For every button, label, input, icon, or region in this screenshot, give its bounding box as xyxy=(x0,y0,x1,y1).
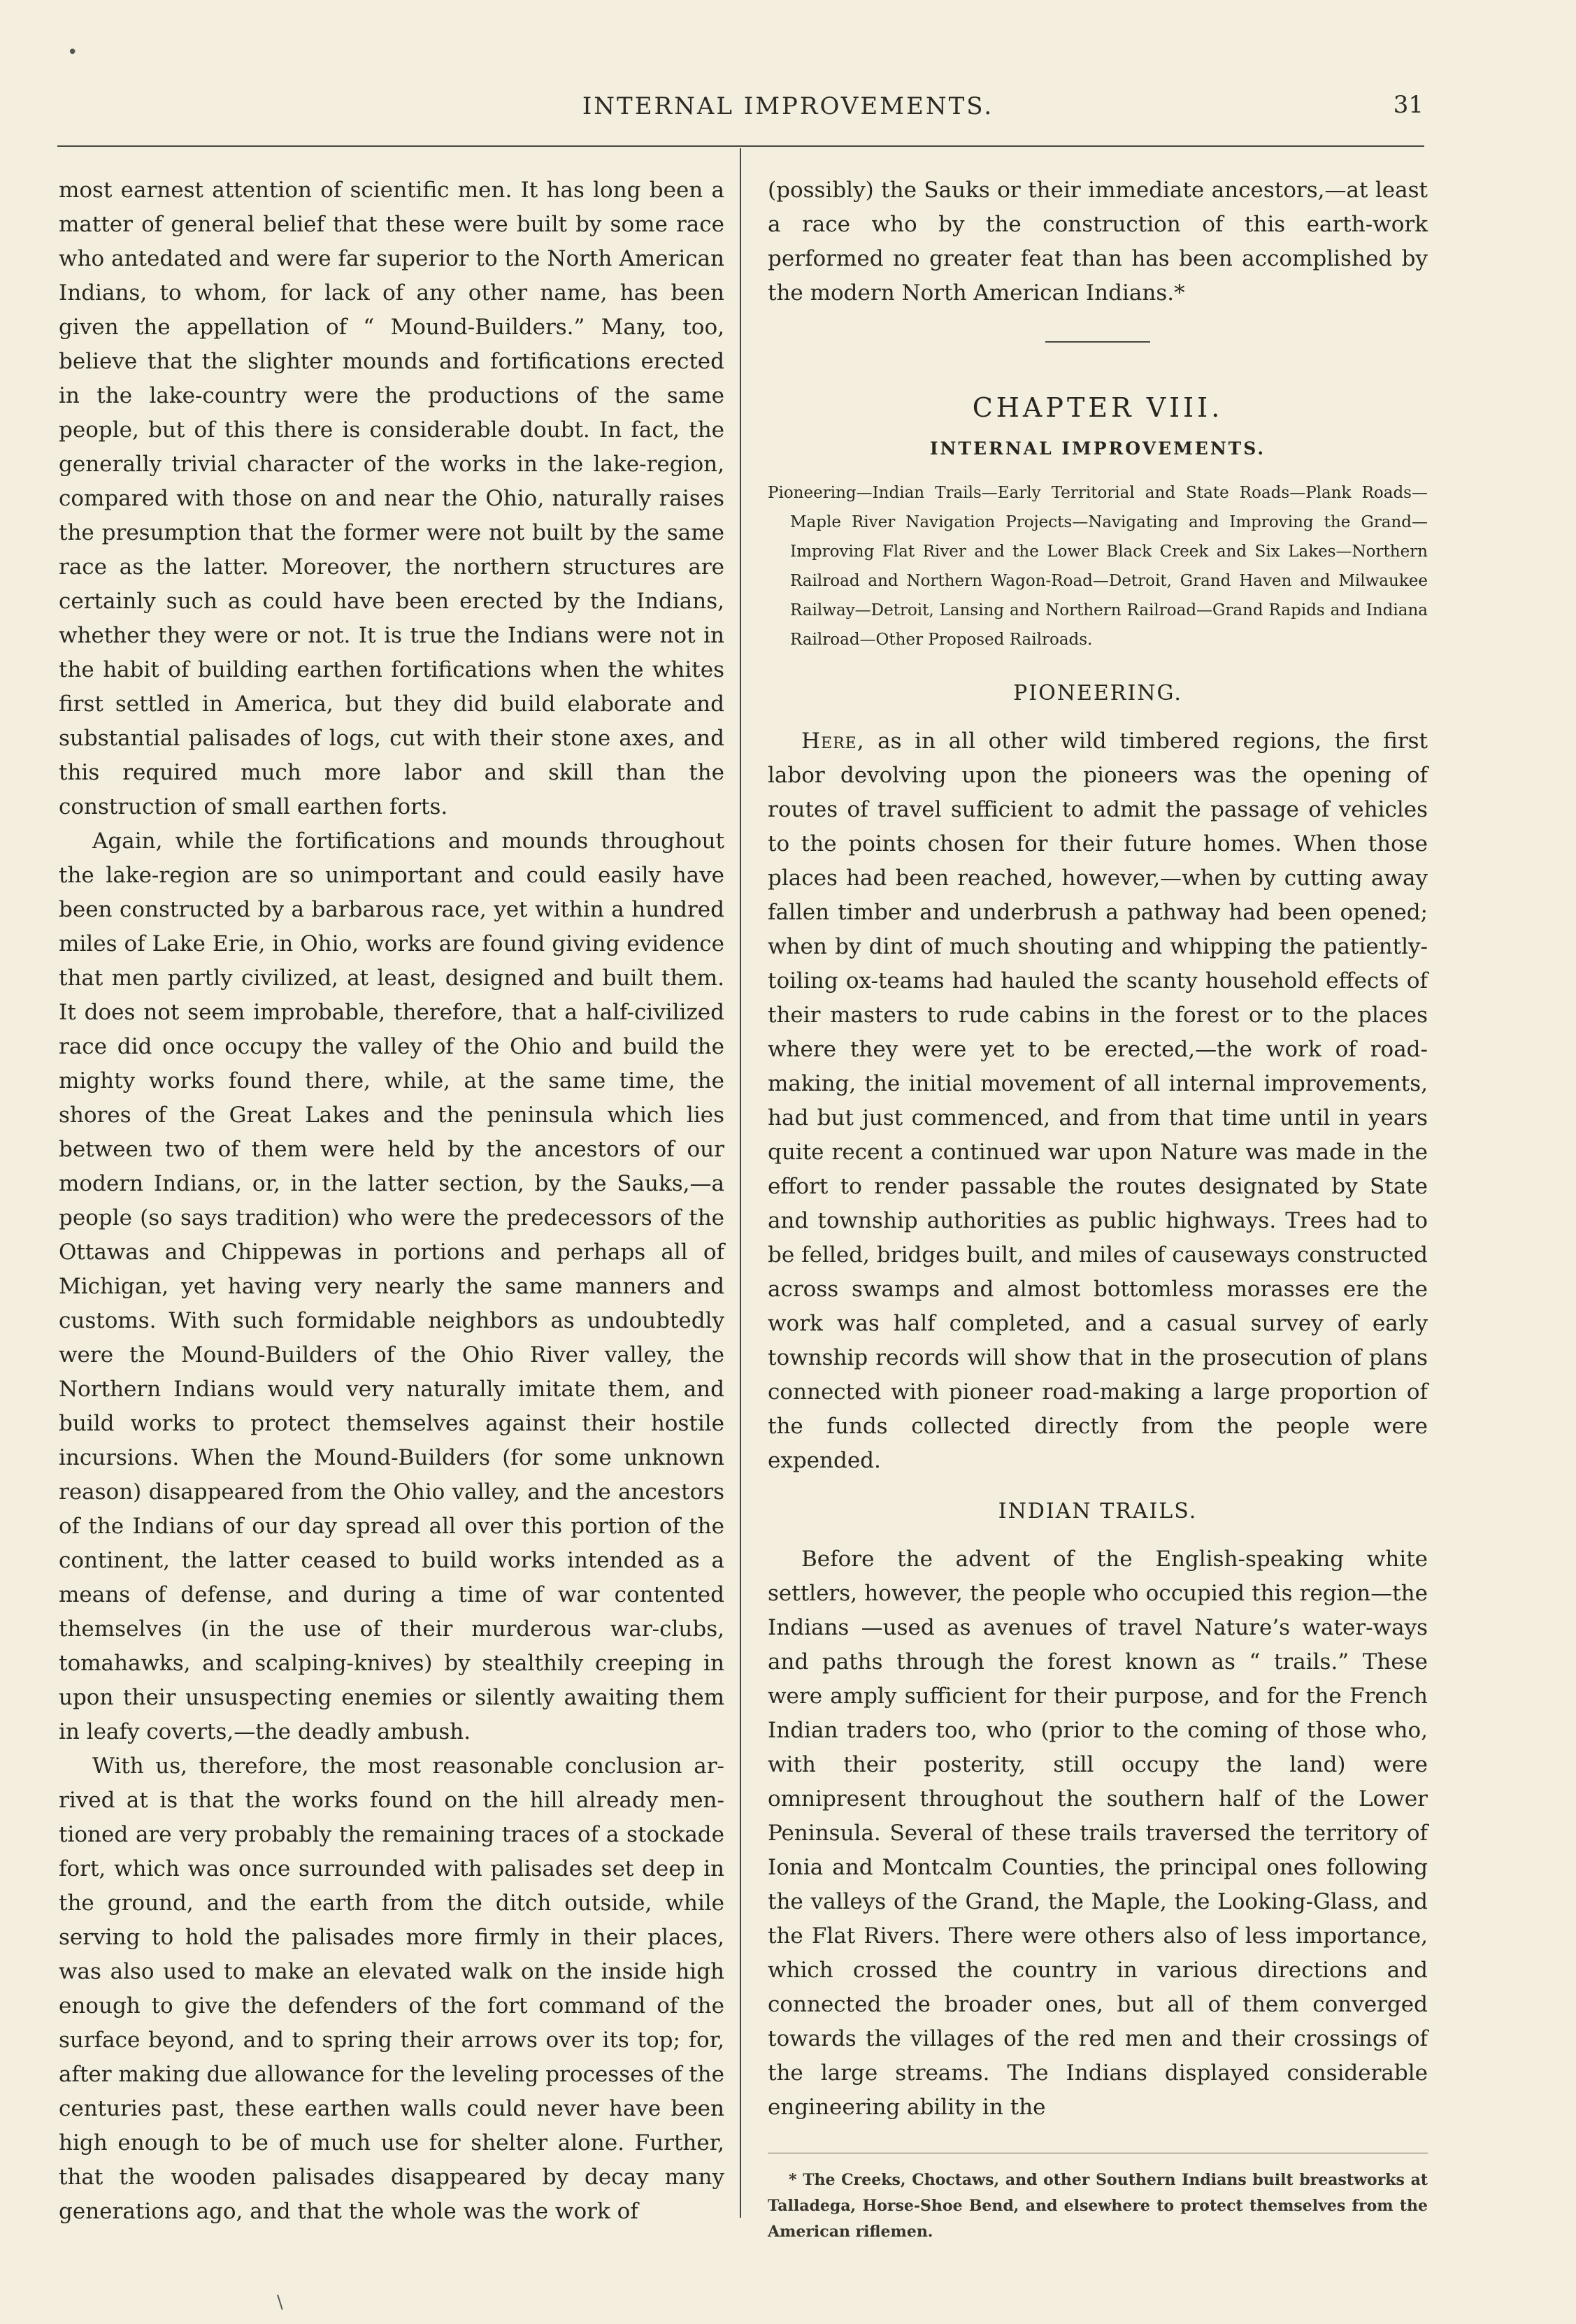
right-continuation-paragraph: (possibly) the Sauks or their immediate ancestors,—at least a race who by the construction of this earth-work performed no greater feat than has been accomplished by the modern North American Indians.* xyxy=(768,178,1428,306)
section-heading-indian-trails: INDIAN TRAILS. xyxy=(998,1499,1198,1523)
ink-speck: • xyxy=(67,42,78,63)
pioneering-paragraph xyxy=(768,724,1428,1478)
footnote: * The Creeks, Choctaws, and other Southern Indians built breastworks at Talladega, Horse-Shoe Bend, and elsewhere to protect themselves from the American riflemen. xyxy=(768,2171,1428,2241)
pioneering-lead-word: Here, xyxy=(801,729,865,754)
chapter-title: CHAPTER VIII. xyxy=(972,392,1224,423)
indian-trails-paragraph: Before the advent of the English-speaking white settlers, however, the people who occupied this region—the Indians —used as avenues of travel Nature’s water-ways and paths through the forest known as “ trails.” These were amply sufficient for their purpose, and for the French Indian traders too, who (prior to the coming of those who, with their posterity, still occupy the land) were omnipresent throughout the southern half of the Lower Peninsula. Several of these trails traversed the territory of Ionia and Montcalm Counties, the principal ones following the valleys of the Grand, the Maple, the Looking-Glass, and the Flat Rivers. There were others also of less importance, which crossed the country in various directions and connected the broader ones, but all of them converged towards the villages of the red men and their crossings of the large streams. The Indians displayed considerable engineering ability in the xyxy=(768,1547,1428,2120)
section-divider xyxy=(1045,341,1150,343)
chapter-subtitle: INTERNAL IMPROVEMENTS. xyxy=(929,438,1266,459)
left-paragraph-2: Again, while the fortifications and mounds throughout the lake-region are so unimportant and could easily have been constructed by a barbarous race, yet within a hundred miles of Lake Erie, in Ohio, works are found giving evidence that men partly civilized, at least, designed and built them. It does not seem improbable, therefore, that a half-civilized race did once occupy the valley of the Ohio and build the mighty works found there, while, at the same time, the shores of the Great Lakes and the peninsula which lies between two of them were held by the ancestors of our modern Indians, or, in the latter section, by the Sauks,—a people (so says tradition) who were the predecessors of the Ottawas and Chippewas in portions and perhaps all of Michigan, yet having very nearly the same manners and customs. With such formidable neighbors as undoubtedly were the Mound-Builders of the Ohio River valley, the Northern Indians would very naturally imitate them, and build works to protect themselves against their hostile incursions. When the Mound-Builders (for some unknown reason) disappeared from the Ohio valley, and the ancestors of the Indians of our day spread all over this portion of the continent, the latter ceased to build works intended as a means of defense, and during a time of war contented themselves (in the use of their murderous war-clubs, tomahawks, and scalping-knives) by stealthily creeping in upon their unsuspecting enemies or silently awaiting them in leafy coverts,—the deadly ambush. xyxy=(59,829,724,1744)
ink-tick: \ xyxy=(277,2292,283,2313)
right-column xyxy=(768,173,1428,2245)
running-head: INTERNAL IMPROVEMENTS. xyxy=(582,92,994,120)
page-number: 31 xyxy=(1393,91,1424,119)
header-rule xyxy=(57,145,1424,147)
chapter-synopsis: Pioneering—Indian Trails—Early Territorial and State Roads—Plank Roads—Maple River Navigation Projects—Navigating and Improving the Grand—Improving Flat River and the Lower Black Creek and Six Lakes—Northern Railroad and Northern Wagon-Road—Detroit, Grand Haven and Milwaukee Railway—Detroit, Lansing and Northern Railroad—Grand Rapids and Indiana Railroad—Other Proposed Railroads. xyxy=(768,484,1428,649)
left-column xyxy=(59,173,724,2229)
section-heading-pioneering: PIONEERING. xyxy=(1013,681,1182,705)
left-paragraph-1: most earnest attention of scientific men. It has long been a matter of general belief that these were built by some race who antedated and were far superior to the North American Indians, to whom, for lack of any other name, has been given the appellation of “ Mound-Builders.” Many, too, believe that the slighter mounds and fortifications erected in the lake-country were the productions of the same people, but of this there is considerable doubt. In fact, the generally trivial character of the works in the lake-region, compared with those on and near the Ohio, naturally raises the presumption that the former were not built by the same race as the latter. Moreover, the northern structures are certainly such as could have been erected by the Indians, whether they were or not. It is true the Indians were not in the habit of building earthen fortifications when the whites first settled in America, but they did build elaborate and substantial palisades of logs, cut with their stone axes, and this required much more labor and skill than the construction of small earthen forts. xyxy=(59,178,724,819)
pioneering-text: as in all other wild timbered regions, the first labor devolving upon the pioneers was the opening of routes of travel sufficient to admit the passage of vehicles to the points chosen for their future homes. When those places had been reached, however,—when by cutting away fallen timber and underbrush a pathway had been opened; when by dint of much shouting and whipping the patiently-toiling ox-teams had hauled the scanty household effects of their masters to rude cabins in the forest or to the places where they were yet to be erected,—the work of road-making, the initial movement of all internal improvements, had but just commenced, and from that time until in years quite recent a continued war upon Nature was made in the effort to render passable the routes designated by State and township authorities as public highways. Trees had to be felled, bridges built, and miles of causeways constructed across swamps and almost bottomless morasses ere the work was half completed, and a casual survey of early township records will show that in the prosecution of plans connected with pioneer road-making a large proportion of the funds collected directly from the people were expended. xyxy=(768,729,1428,1473)
column-divider xyxy=(740,148,741,2218)
left-paragraph-3: With us, therefore, the most reasonable conclusion arrived at is that the works found on the hill already mentioned are very probably the remaining traces of a stockade fort, which was once surrounded with palisades set deep in the ground, and the earth from the ditch outside, while serving to hold the palisades more firmly in their places, was also used to make an elevated walk on the inside high enough to give the defenders of the fort command of the surface beyond, and to spring their arrows over its top; for, after making due allowance for the leveling processes of the centuries past, these earthen walls could never have been high enough to be of much use for shelter alone. Further, that the wooden palisades disappeared by decay many generations ago, and that the whole was the work of xyxy=(59,1753,724,2224)
